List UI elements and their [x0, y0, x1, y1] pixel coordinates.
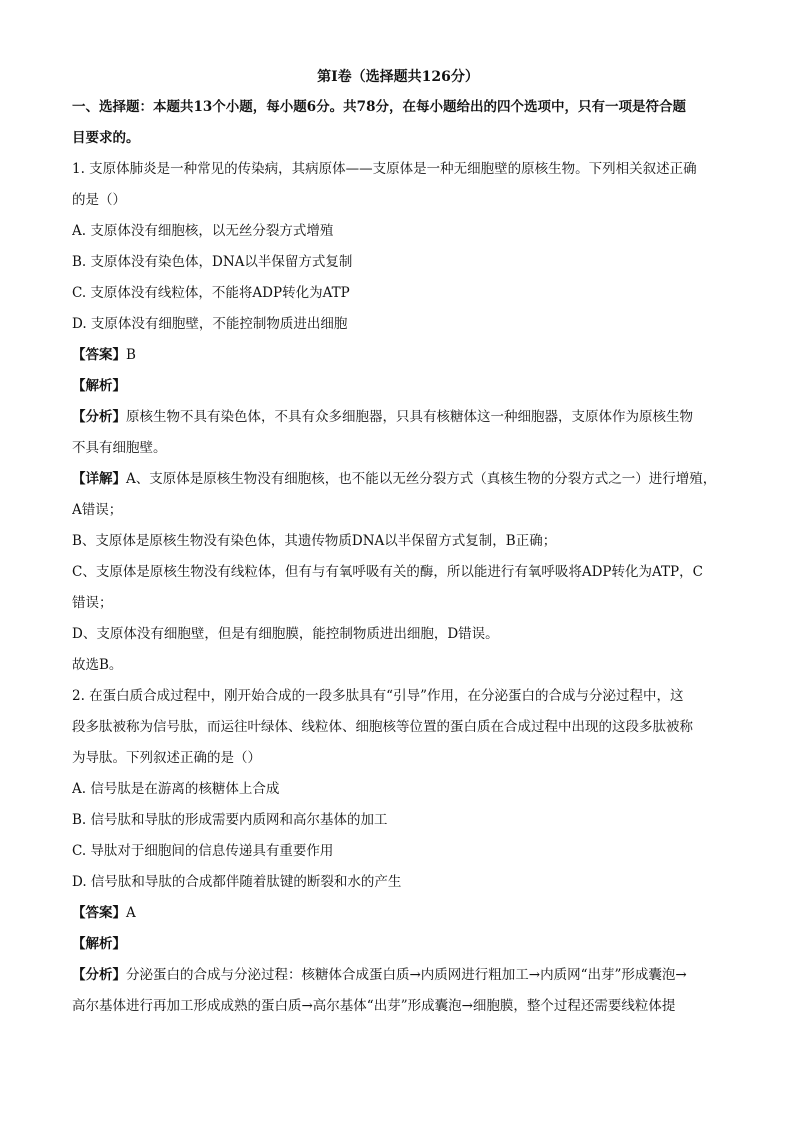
q2-stem-line-1: 2. 在蛋白质合成过程中，刚开始合成的一段多肽具有“引导”作用，在分泌蛋白的合成与分泌过程中，这 — [72, 688, 684, 704]
q2-fenxi-tag: 【分析】 — [72, 967, 126, 983]
q1-stem-line-2: 的是（） — [72, 192, 126, 208]
document-page — [72, 62, 724, 1022]
q2-answer-tag: 【答案】 — [72, 905, 126, 921]
q2-fenxi-text-1: 分泌蛋白的合成与分泌过程：核糖体合成蛋白质→内质网进行粗加工→内质网“出芽”形成囊泡→ — [126, 967, 687, 983]
q2-option-b: B. 信号肽和导肽的形成需要内质网和高尔基体的加工 — [72, 812, 388, 828]
q1-xiangjie-line-1 — [72, 464, 724, 495]
q1-stem-line-1: 1. 支原体肺炎是一种常见的传染病，其病原体——支原体是一种无细胞壁的原核生物。下列相关叙述正确 — [72, 161, 697, 177]
q2-stem-line-3: 为导肽。下列叙述正确的是（） — [72, 750, 261, 766]
section-title: 第Ⅰ卷（选择题共126分） — [317, 69, 479, 85]
q1-fenxi-tag: 【分析】 — [72, 409, 126, 425]
instruction-line-2: 目要求的。 — [72, 130, 140, 146]
q2-fenxi-line-1 — [72, 960, 724, 991]
q2-option-d: D. 信号肽和导肽的合成都伴随着肽键的断裂和水的产生 — [72, 874, 402, 890]
q1-fenxi-text-1: 原核生物不具有染色体，不具有众多细胞器，只具有核糖体这一种细胞器，支原体作为原核生物 — [126, 409, 693, 425]
q2-fenxi-line-2: 高尔基体进行再加工形成成熟的蛋白质→高尔基体“出芽”形成囊泡→细胞膜，整个过程还需要线粒体提 — [72, 998, 676, 1014]
q1-xiangjie-a-text: A、支原体是原核生物没有细胞核，也不能以无丝分裂方式（真核生物的分裂方式之一）进行增殖， — [126, 471, 717, 487]
q1-analysis-heading — [72, 371, 724, 402]
q2-answer — [72, 898, 724, 929]
q1-conclusion: 故选B。 — [72, 657, 123, 673]
q2-analysis-heading — [72, 929, 724, 960]
q1-option-a: A. 支原体没有细胞核，以无丝分裂方式增殖 — [72, 223, 334, 239]
q1-option-d: D. 支原体没有细胞壁，不能控制物质进出细胞 — [72, 316, 348, 332]
q1-xiangjie-d: D、支原体没有细胞壁，但是有细胞膜，能控制物质进出细胞，D错误。 — [72, 626, 499, 642]
q1-xiangjie-c-line-2: 错误； — [72, 595, 113, 611]
q1-fenxi-line-1 — [72, 402, 724, 433]
q2-analysis-tag: 【解析】 — [72, 936, 126, 952]
q1-xiangjie-b: B、支原体是原核生物没有染色体，其遗传物质DNA以半保留方式复制，B正确； — [72, 533, 557, 549]
q2-stem-line-2: 段多肽被称为信号肽，而运往叶绿体、线粒体、细胞核等位置的蛋白质在合成过程中出现的这段多肽被称 — [72, 719, 693, 735]
q2-answer-value: A — [126, 905, 136, 921]
q1-option-c: C. 支原体没有线粒体，不能将ADP转化为ATP — [72, 285, 350, 301]
q1-xiangjie-c-line-1: C、支原体是原核生物没有线粒体，但有与有氧呼吸有关的酶，所以能进行有氧呼吸将ADP转化为ATP，C — [72, 564, 703, 580]
q1-fenxi-line-2: 不具有细胞壁。 — [72, 440, 167, 456]
instruction-line-1: 一、选择题：本题共13个小题，每小题6分。共78分，在每小题给出的四个选项中，只有一项是符合题 — [72, 99, 686, 115]
q1-analysis-tag: 【解析】 — [72, 378, 126, 394]
q1-answer-value: B — [126, 347, 136, 363]
q1-answer-tag: 【答案】 — [72, 347, 126, 363]
q1-xiangjie-tag: 【详解】 — [72, 471, 126, 487]
q2-option-a: A. 信号肽是在游离的核糖体上合成 — [72, 781, 280, 797]
q1-xiangjie-a-line-2: A错误； — [72, 502, 123, 518]
q1-option-b: B. 支原体没有染色体，DNA以半保留方式复制 — [72, 254, 353, 270]
q1-answer — [72, 340, 724, 371]
q2-option-c: C. 导肽对于细胞间的信息传递具有重要作用 — [72, 843, 334, 859]
